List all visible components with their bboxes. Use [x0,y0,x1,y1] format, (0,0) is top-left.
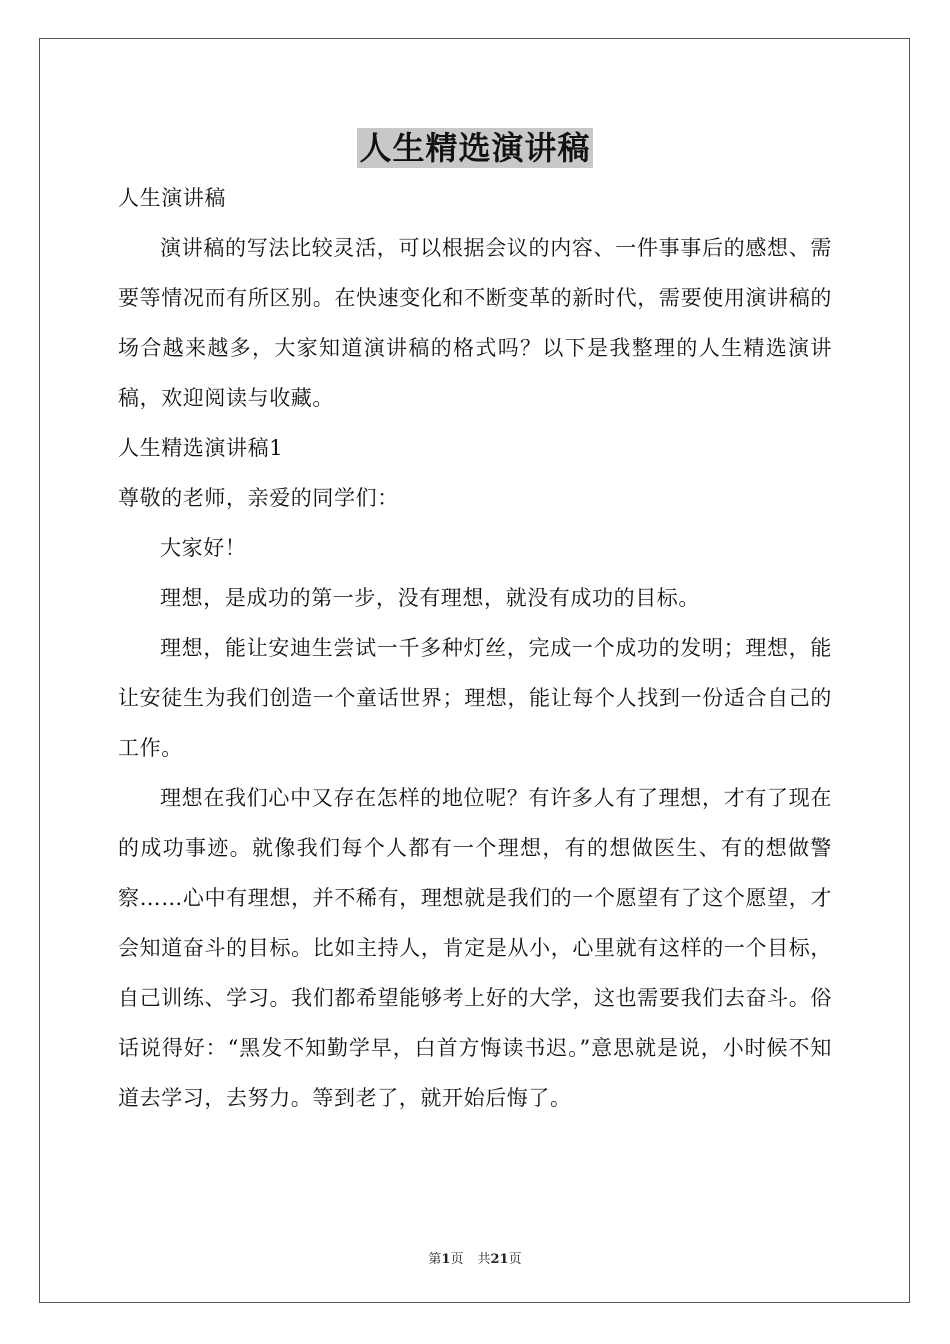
page-footer [0,1248,950,1267]
subheading: 人生演讲稿 [118,186,226,210]
title-wrap [0,128,950,168]
intro-paragraph: 演讲稿的写法比较灵活，可以根据会议的内容、一件事事后的感想、需要等情况而有所区别。在快速变化和不断变革的新时代，需要使用演讲稿的场合越来越多，大家知道演讲稿的格式吗？以下是我整理的人生精选演讲稿，欢迎阅读与收藏。 [118,236,832,410]
document-body [118,173,832,1123]
section-title: 人生精选演讲稿1 [118,436,284,460]
paragraph-1: 理想，是成功的第一步，没有理想，就没有成功的目标。 [160,586,700,610]
salutation: 尊敬的老师，亲爱的同学们： [118,486,399,510]
page-prefix: 第 [428,1252,442,1267]
page-number: 1 [441,1252,451,1267]
greeting: 大家好！ [160,536,247,560]
total-suffix: 页 [508,1252,522,1267]
paragraph-3: 理想在我们心中又存在怎样的地位呢？有许多人有了理想，才有了现在的成功事迹。就像我们每个人都有一个理想，有的想做医生、有的想做警察……心中有理想，并不稀有，理想就是我们的一个愿望有了这个愿望，才会知道奋斗的目标。比如主持人，肯定是从小，心里就有这样的一个目标，自己训练、学习。我们都希望能够考上好的大学，这也需要我们去奋斗。俗话说得好：“黑发不知勤学早，白首方悔读书迟。”意思就是说，小时候不知道去学习，去努力。等到老了，就开始后悔了。 [118,786,832,1110]
total-prefix: 共 [477,1252,491,1267]
total-pages: 21 [490,1252,509,1267]
page-suffix: 页 [450,1252,464,1267]
document-title: 人生精选演讲稿 [359,129,591,167]
paragraph-2: 理想，能让安迪生尝试一千多种灯丝，完成一个成功的发明；理想，能让安徒生为我们创造一个童话世界；理想，能让每个人找到一份适合自己的工作。 [118,636,832,760]
